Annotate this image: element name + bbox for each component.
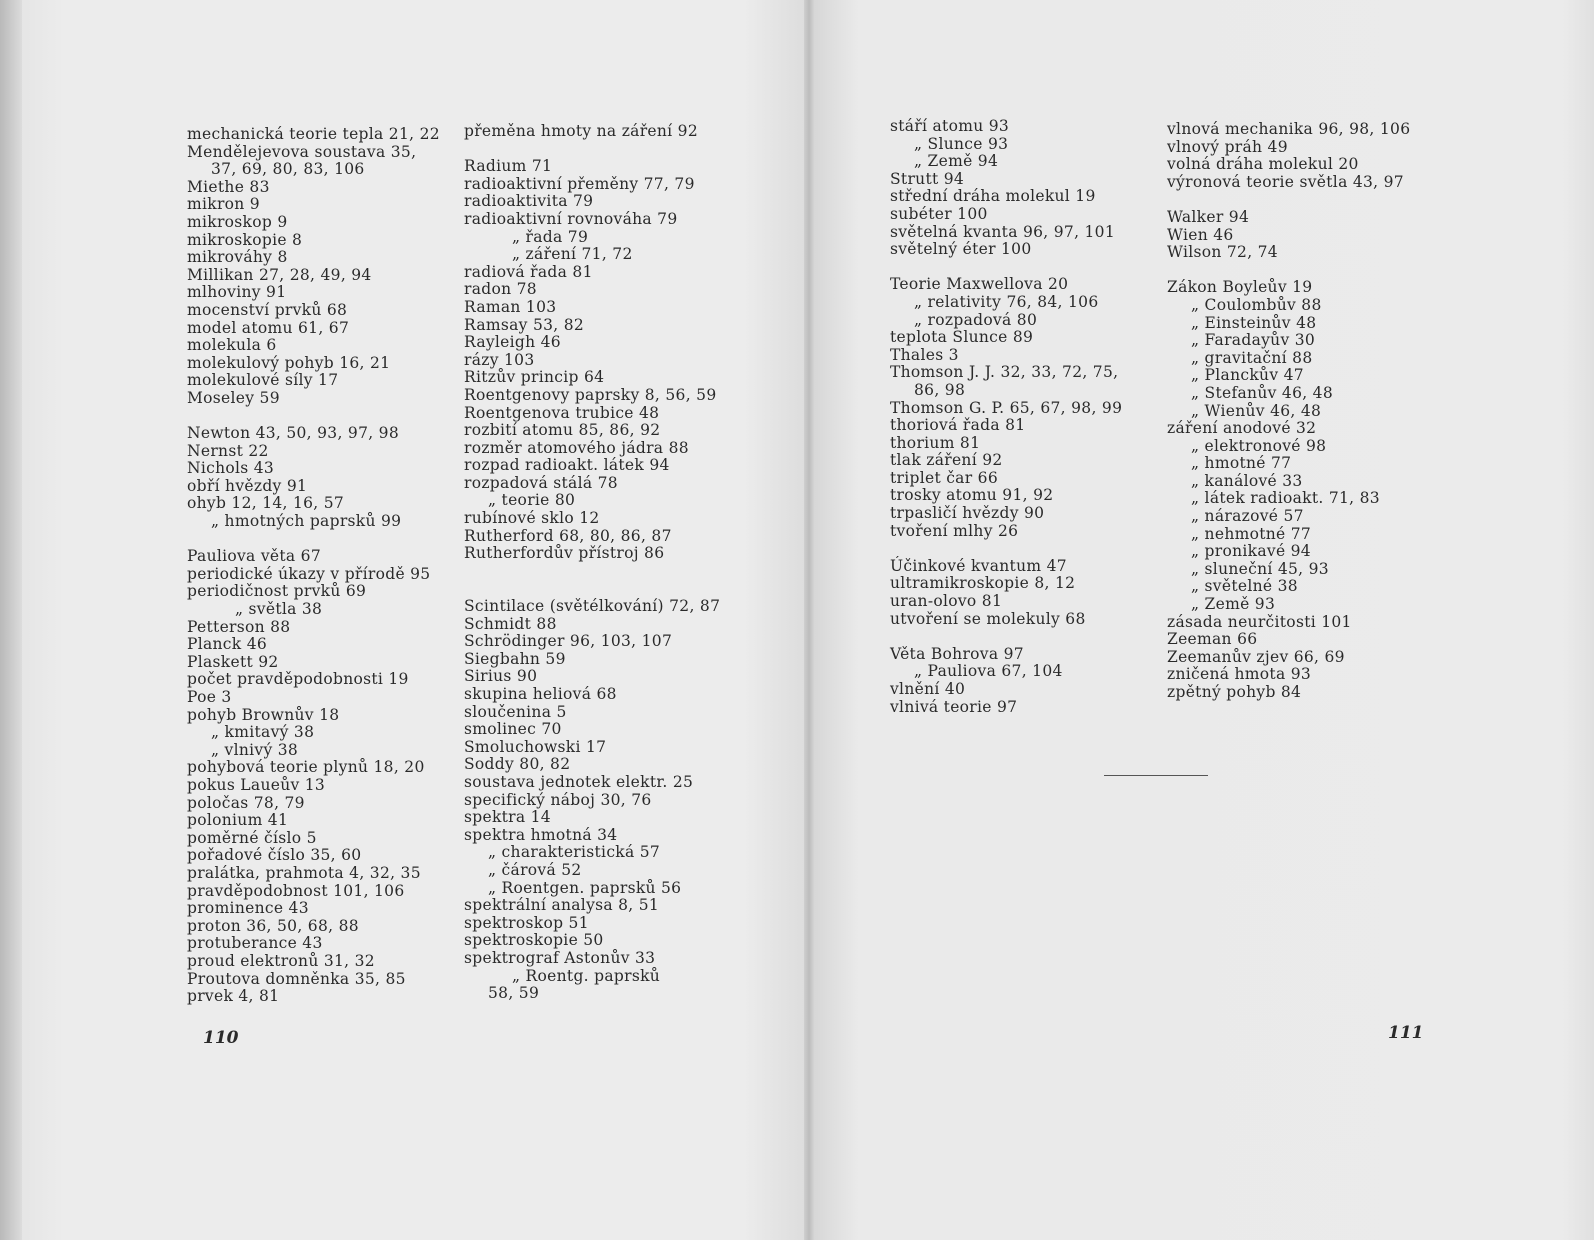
index-entry: světelná kvanta 96, 97, 101 (890, 222, 1116, 241)
index-entry: mlhoviny 91 (187, 283, 287, 302)
index-entry: vlnový práh 49 (1167, 137, 1288, 156)
index-entry: trosky atomu 91, 92 (890, 486, 1054, 505)
index-entry: sloučenina 5 (464, 702, 567, 721)
index-entry: „ nehmotné 77 (1191, 524, 1312, 543)
index-entry: Soddy 80, 82 (464, 755, 571, 774)
entry-gap (464, 141, 720, 159)
index-entry: prvek 4, 81 (187, 987, 280, 1006)
index-entry: volná dráha molekul 20 (1167, 155, 1359, 174)
index-entry: Proutova domněnka 35, 85 (187, 969, 406, 988)
index-entry: „ relativity 76, 84, 106 (914, 292, 1099, 311)
index-entry: ultramikroskopie 8, 12 (890, 574, 1076, 593)
entry-gap (187, 408, 440, 426)
index-entry: Scintilace (světélkování) 72, 87 (464, 597, 721, 616)
index-entry: specifický náboj 30, 76 (464, 790, 652, 809)
index-entry: spektra hmotná 34 (464, 825, 618, 844)
index-entry: Rutherford 68, 80, 86, 87 (464, 526, 672, 545)
index-entry: Walker 94 (1167, 207, 1250, 226)
index-entry: rozbití atomu 85, 86, 92 (464, 421, 661, 440)
index-entry: „ záření 71, 72 (512, 245, 633, 264)
index-column-left-2 (464, 123, 720, 1003)
index-entry: Plaskett 92 (187, 652, 279, 671)
index-entry: polonium 41 (187, 811, 289, 830)
index-column-right-1 (890, 118, 1122, 716)
index-entry: periodické úkazy v přírodě 95 (187, 564, 431, 583)
index-entry: tvoření mlhy 26 (890, 521, 1019, 540)
index-entry: molekula 6 (187, 336, 277, 355)
index-entry: Thales 3 (890, 345, 959, 364)
index-entry: uran-olovo 81 (890, 592, 1003, 611)
index-entry: spektroskop 51 (464, 913, 589, 932)
index-entry: rozpad radioakt. látek 94 (464, 456, 670, 475)
index-entry: spektroskopie 50 (464, 931, 604, 950)
entry-gap (890, 259, 1122, 277)
index-entry: Zákon Boyleův 19 (1167, 278, 1313, 297)
index-entry: Věta Bohrova 97 (890, 644, 1024, 663)
index-entry: Nichols 43 (187, 459, 275, 478)
index-entry: pohybová teorie plynů 18, 20 (187, 758, 425, 777)
index-entry: zničená hmota 93 (1167, 665, 1312, 684)
index-entry: 86, 98 (914, 380, 966, 399)
index-entry: mikron 9 (187, 195, 260, 214)
index-entry: mikroskop 9 (187, 212, 288, 231)
index-entry: spektra 14 (464, 808, 551, 827)
index-entry: Ramsay 53, 82 (464, 315, 585, 334)
index-entry: trpasličí hvězdy 90 (890, 504, 1045, 523)
index-entry: tlak záření 92 (890, 451, 1003, 470)
index-entry: rozpadová stálá 78 (464, 473, 618, 492)
index-entry: mocenství prvků 68 (187, 300, 348, 319)
index-entry: Sirius 90 (464, 667, 538, 686)
index-entry: „ látek radioakt. 71, 83 (1191, 489, 1380, 508)
index-entry: radioaktivní přeměny 77, 79 (464, 174, 695, 193)
index-entry: Wilson 72, 74 (1167, 243, 1278, 262)
index-entry: „ Stefanův 46, 48 (1191, 383, 1334, 402)
index-entry: mikroskopie 8 (187, 230, 303, 249)
index-entry: „ rozpadová 80 (914, 310, 1038, 329)
index-entry: „ Pauliova 67, 104 (914, 662, 1063, 681)
index-entry: Moseley 59 (187, 388, 280, 407)
index-entry: vlnová mechanika 96, 98, 106 (1167, 120, 1411, 138)
index-entry: Rayleigh 46 (464, 333, 561, 352)
index-entry: „ Faradayův 30 (1191, 331, 1316, 350)
index-entry: Petterson 88 (187, 617, 291, 636)
index-entry: Roentgenovy paprsky 8, 56, 59 (464, 385, 717, 404)
index-entry: vlnění 40 (890, 680, 966, 698)
index-entry: světelný éter 100 (890, 240, 1032, 259)
index-entry: Roentgenova trubice 48 (464, 403, 660, 422)
index-entry: periodičnost prvků 69 (187, 582, 367, 601)
index-entry: „ Einsteinův 48 (1191, 313, 1317, 332)
index-entry: radioaktivní rovnováha 79 (464, 209, 678, 228)
index-entry: „ světla 38 (235, 600, 323, 619)
index-entry: „ sluneční 45, 93 (1191, 559, 1329, 578)
index-entry: „ Země 93 (1191, 595, 1276, 614)
entry-gap (187, 531, 440, 549)
index-entry: rubínové sklo 12 (464, 509, 600, 528)
index-entry: ohyb 12, 14, 16, 57 (187, 494, 345, 513)
index-entry: pořadové číslo 35, 60 (187, 846, 362, 865)
entry-gap (1167, 191, 1410, 209)
index-entry: Zeemanův zjev 66, 69 (1167, 647, 1345, 666)
index-column-right-2 (1167, 121, 1410, 702)
index-entry: Wien 46 (1167, 225, 1234, 244)
page-number-right: 111 (1388, 1023, 1424, 1043)
index-entry: „ pronikavé 94 (1191, 542, 1311, 561)
index-entry: proton 36, 50, 68, 88 (187, 916, 359, 935)
index-entry: subéter 100 (890, 204, 988, 223)
index-entry: Siegbahn 59 (464, 649, 566, 668)
index-entry: „ hmotné 77 (1191, 454, 1292, 473)
index-entry: skupina heliová 68 (464, 685, 617, 703)
index-entry: thoriová řada 81 (890, 416, 1026, 435)
index-entry: pravděpodobnost 101, 106 (187, 881, 405, 900)
index-entry: Strutt 94 (890, 169, 965, 188)
index-entry: „ elektronové 98 (1191, 436, 1327, 455)
index-entry: „ Země 94 (914, 152, 999, 171)
index-entry: záření anodové 32 (1167, 419, 1317, 438)
index-entry: „ kmitavý 38 (211, 723, 315, 742)
index-entry: radioaktivita 79 (464, 192, 594, 211)
index-entry: model atomu 61, 67 (187, 318, 350, 337)
page-edge (0, 0, 22, 1240)
index-entry: „ vlnivý 38 (211, 740, 299, 759)
index-entry: Zeeman 66 (1167, 630, 1258, 649)
index-entry: obří hvězdy 91 (187, 476, 308, 495)
index-entry: „ Wienův 46, 48 (1191, 401, 1322, 420)
index-entry: Teorie Maxwellova 20 (890, 275, 1069, 294)
index-entry: Millikan 27, 28, 49, 94 (187, 265, 372, 284)
index-entry: „ Planckův 47 (1191, 366, 1304, 385)
index-entry: utvoření se molekuly 68 (890, 609, 1086, 628)
index-entry: 58, 59 (488, 984, 540, 1003)
index-entry: triplet čar 66 (890, 468, 998, 487)
entry-gap (1167, 262, 1410, 280)
index-entry: molekulové síly 17 (187, 371, 339, 390)
index-entry: stáří atomu 93 (890, 117, 1010, 135)
index-entry: Schmidt 88 (464, 614, 557, 633)
index-entry: zpětný pohyb 84 (1167, 683, 1302, 701)
index-entry: Nernst 22 (187, 441, 269, 460)
index-entry: výronová teorie světla 43, 97 (1167, 172, 1404, 191)
index-entry: smolinec 70 (464, 720, 562, 739)
index-entry: molekulový pohyb 16, 21 (187, 353, 391, 372)
index-entry: Schrödinger 96, 103, 107 (464, 632, 673, 651)
index-entry: Poe 3 (187, 688, 232, 706)
index-entry: střední dráha molekul 19 (890, 187, 1096, 206)
index-entry: „ Roentgen. paprsků 56 (488, 878, 682, 897)
book-gutter (804, 0, 814, 1240)
index-entry: rozměr atomového jádra 88 (464, 438, 689, 457)
index-entry: Rutherfordův přístroj 86 (464, 544, 665, 563)
index-entry: prominence 43 (187, 899, 309, 918)
index-entry: proud elektronů 31, 32 (187, 951, 375, 970)
index-entry: vlnivá teorie 97 (890, 697, 1018, 716)
index-entry: pralátka, prahmota 4, 32, 35 (187, 863, 421, 882)
index-entry: „ Coulombův 88 (1191, 295, 1322, 314)
index-entry: Thomson G. P. 65, 67, 98, 99 (890, 398, 1123, 417)
index-entry: Planck 46 (187, 635, 268, 654)
index-entry: „ hmotných paprsků 99 (211, 512, 402, 531)
index-entry: Smoluchowski 17 (464, 737, 607, 756)
index-entry: protuberance 43 (187, 934, 323, 953)
index-entry: „ teorie 80 (488, 491, 576, 510)
index-entry: poločas 78, 79 (187, 793, 305, 812)
index-entry: „ kanálové 33 (1191, 471, 1303, 490)
index-entry: „ Roentg. paprsků (512, 966, 661, 985)
index-entry: „ nárazové 57 (1191, 507, 1304, 526)
index-entry: Účinkové kvantum 47 (890, 556, 1067, 575)
index-entry: Newton 43, 50, 93, 97, 98 (187, 424, 400, 443)
index-entry: radiová řada 81 (464, 262, 593, 281)
index-entry: pohyb Brownův 18 (187, 705, 340, 724)
closing-rule (1104, 775, 1208, 776)
entry-gap (464, 563, 720, 581)
index-entry: přeměna hmoty na záření 92 (464, 122, 698, 140)
index-entry: radon 78 (464, 280, 537, 299)
index-entry: thorium 81 (890, 433, 981, 452)
index-entry: Radium 71 (464, 157, 553, 176)
index-entry: Pauliova věta 67 (187, 547, 321, 566)
index-entry: Ritzův princip 64 (464, 368, 605, 387)
index-entry: zásada neurčitosti 101 (1167, 612, 1352, 631)
index-entry: „ Slunce 93 (914, 134, 1009, 153)
index-entry: „ čárová 52 (488, 860, 582, 879)
index-entry: „ charakteristická 57 (488, 843, 661, 862)
index-entry: spektrální analysa 8, 51 (464, 896, 660, 915)
index-entry: poměrné číslo 5 (187, 828, 317, 847)
index-entry: „ řada 79 (512, 227, 589, 246)
index-entry: počet pravděpodobnosti 19 (187, 670, 409, 689)
entry-gap (890, 540, 1122, 558)
index-entry: pokus Laueův 13 (187, 775, 326, 794)
index-entry: spektrograf Astonův 33 (464, 948, 656, 967)
index-entry: rázy 103 (464, 350, 535, 369)
index-entry: teplota Slunce 89 (890, 328, 1034, 347)
index-entry: „ gravitační 88 (1191, 348, 1313, 367)
index-entry: Miethe 83 (187, 177, 270, 196)
index-entry: mechanická teorie tepla 21, 22 (187, 125, 440, 143)
page-number-left: 110 (203, 1028, 239, 1048)
index-entry: Raman 103 (464, 297, 557, 316)
entry-gap (464, 580, 720, 598)
entry-gap (890, 628, 1122, 646)
index-entry: „ světelné 38 (1191, 577, 1298, 596)
index-entry: Mendělejevova soustava 35, (187, 142, 417, 161)
index-entry: Thomson J. J. 32, 33, 72, 75, (890, 363, 1119, 382)
index-entry: mikrováhy 8 (187, 248, 288, 267)
index-column-left-1 (187, 126, 440, 1006)
index-entry: 37, 69, 80, 83, 106 (211, 160, 365, 179)
index-entry: soustava jednotek elektr. 25 (464, 772, 694, 791)
